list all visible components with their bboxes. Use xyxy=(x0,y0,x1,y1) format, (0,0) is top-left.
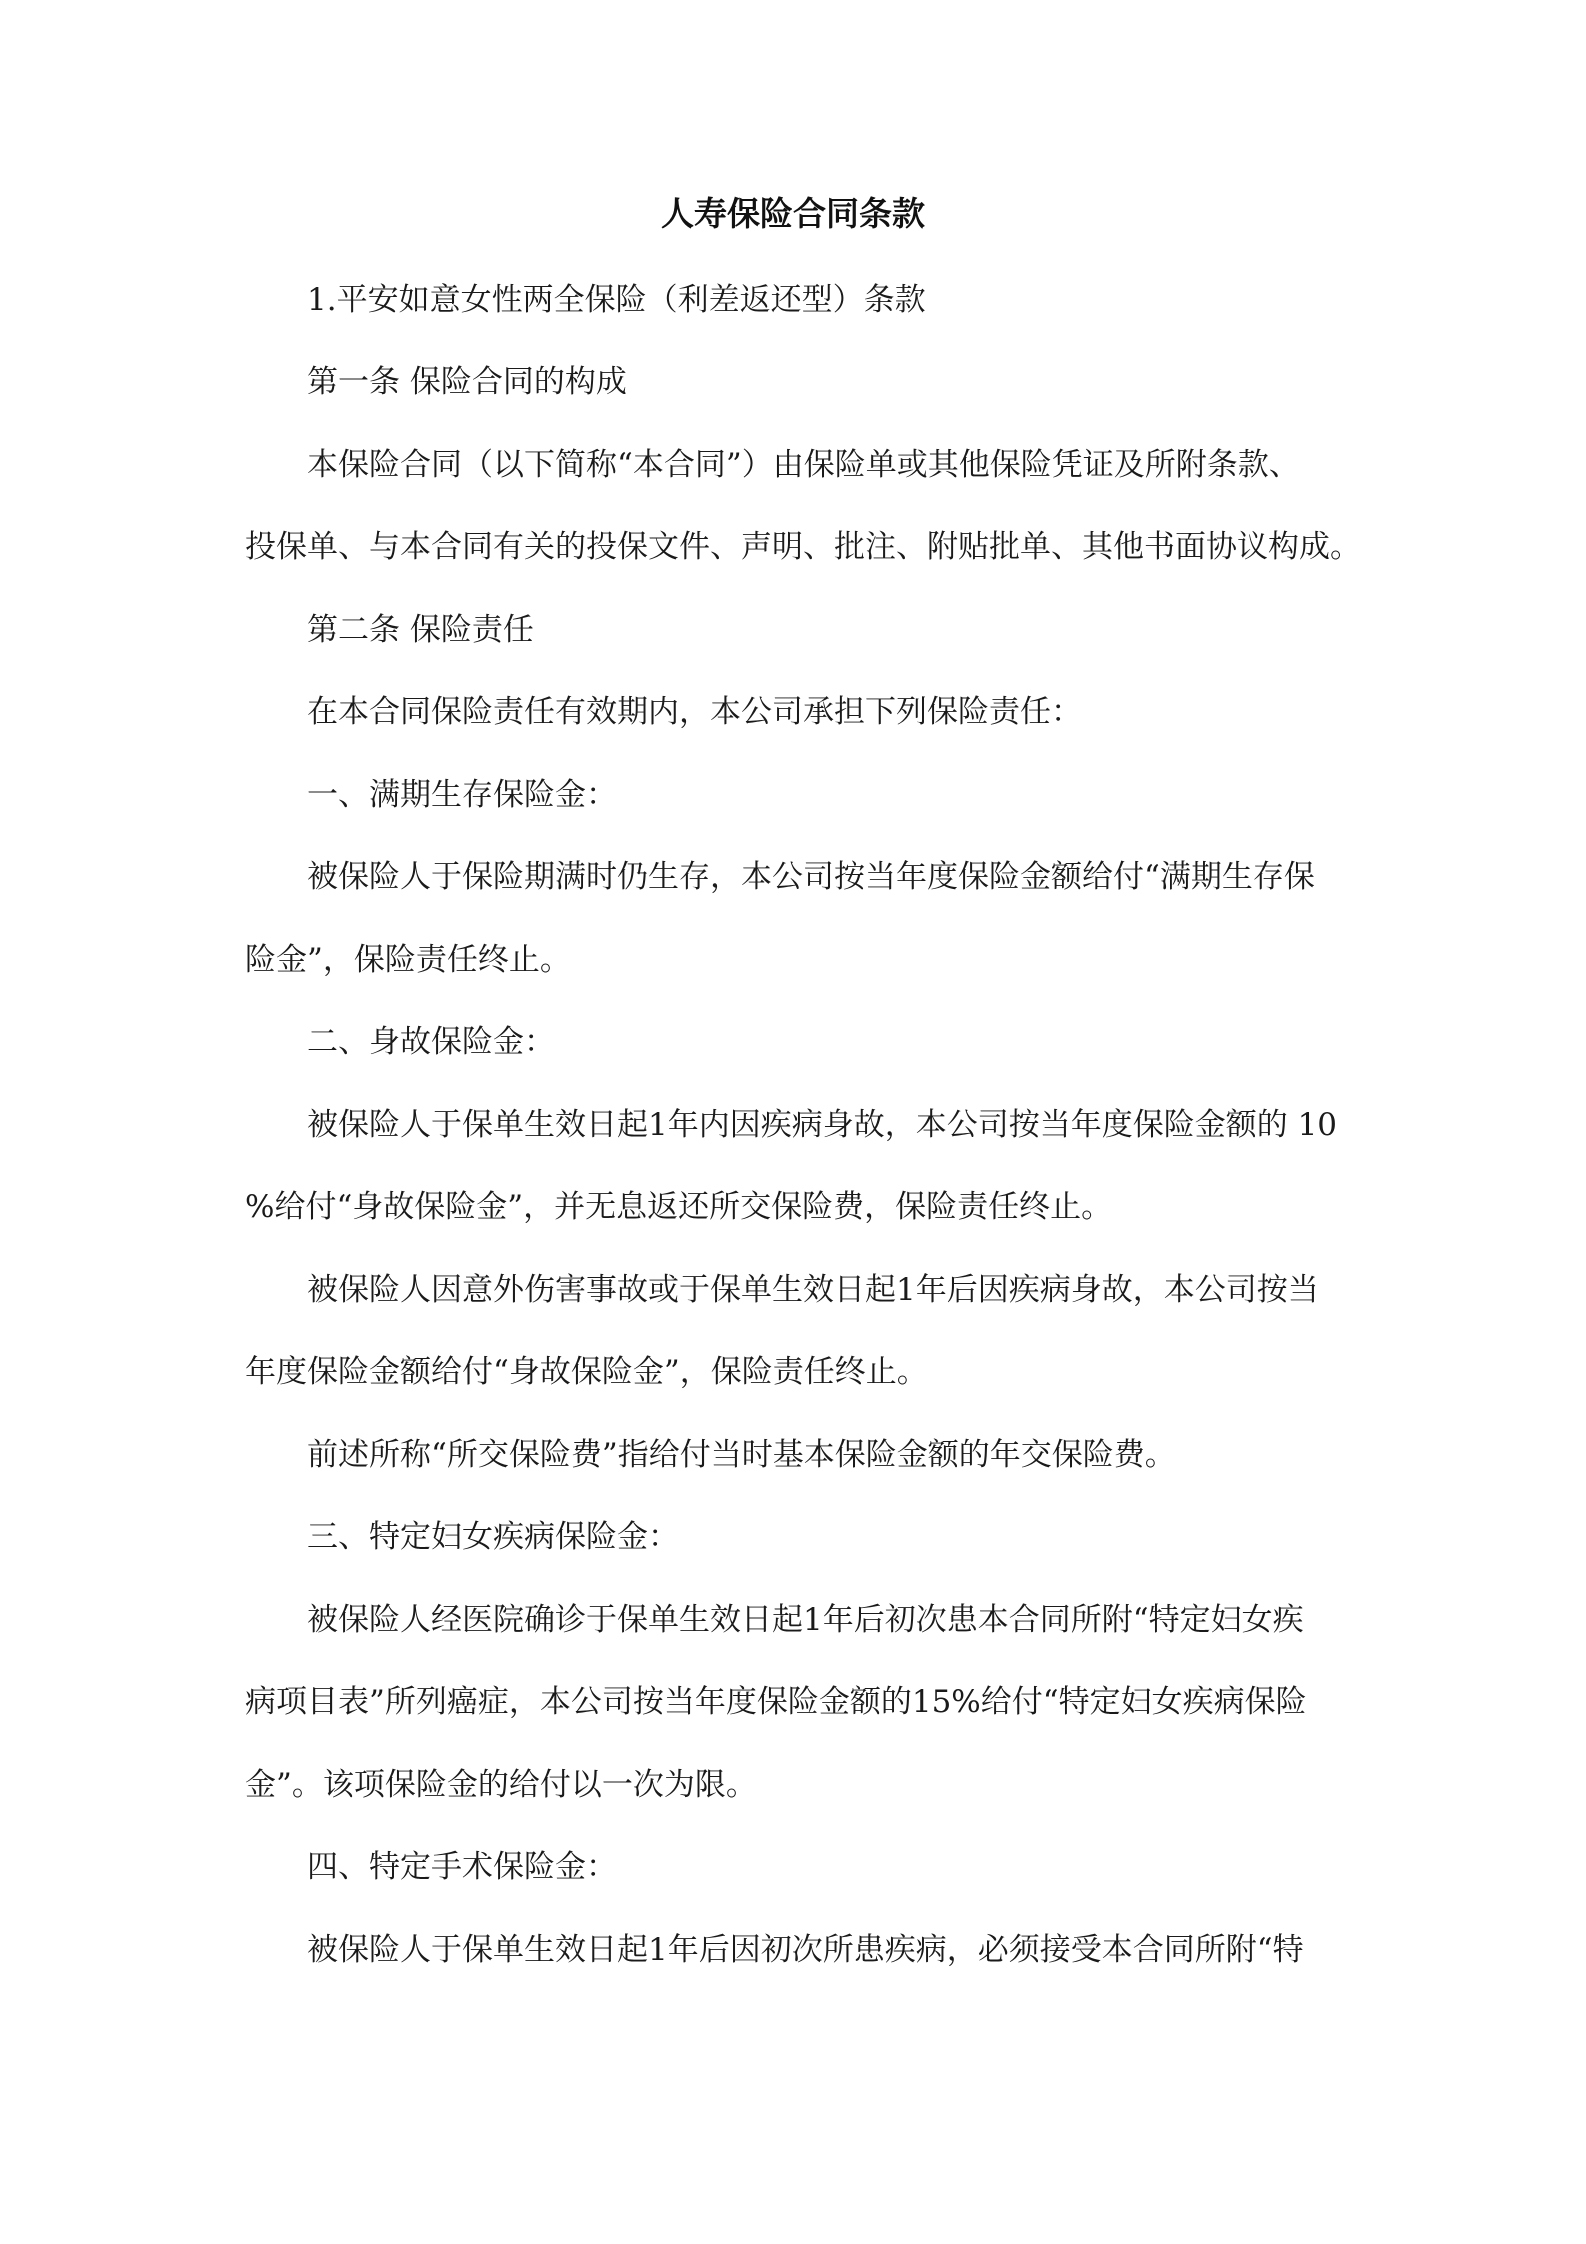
clause-heading-maturity: 一、满期生存保险金： xyxy=(307,777,617,813)
paragraph-line: 年度保险金额给付“身故保险金”，保险责任终止。 xyxy=(245,1354,928,1390)
paragraph-line: 被保险人于保单生效日起1年后因初次所患疾病，必须接受本合同所附“特 xyxy=(307,1932,1304,1968)
paragraph-line: 被保险人因意外伤害事故或于保单生效日起1年后因疾病身故，本公司按当 xyxy=(307,1272,1319,1308)
clause-heading-surgery: 四、特定手术保险金： xyxy=(307,1849,617,1885)
clause-heading-female-disease: 三、特定妇女疾病保险金： xyxy=(307,1519,679,1555)
paragraph-line: 被保险人于保单生效日起1年内因疾病身故，本公司按当年度保险金额的 10 xyxy=(307,1107,1338,1143)
document-title: 人寿保险合同条款 xyxy=(661,194,925,233)
paragraph-line: 投保单、与本合同有关的投保文件、声明、批注、附贴批单、其他书面协议构成。 xyxy=(245,529,1361,565)
paragraph-line: 被保险人经医院确诊于保单生效日起1年后初次患本合同所附“特定妇女疾 xyxy=(307,1602,1304,1638)
paragraph-line: 被保险人于保险期满时仍生存，本公司按当年度保险金额给付“满期生存保 xyxy=(307,859,1315,895)
article-1-heading: 第一条 保险合同的构成 xyxy=(307,364,627,400)
paragraph-line: %给付“身故保险金”，并无息返还所交保险费，保险责任终止。 xyxy=(245,1189,1113,1225)
paragraph-line: 前述所称“所交保险费”指给付当时基本保险金额的年交保险费。 xyxy=(307,1437,1176,1473)
paragraph-line: 病项目表”所列癌症，本公司按当年度保险金额的15%给付“特定妇女疾病保险 xyxy=(245,1684,1307,1720)
section-heading-product: 1.平安如意女性两全保险（利差返还型）条款 xyxy=(307,282,926,318)
clause-heading-death: 二、身故保险金： xyxy=(307,1024,555,1060)
paragraph-line: 本保险合同（以下简称“本合同”）由保险单或其他保险凭证及所附条款、 xyxy=(307,447,1300,483)
paragraph-line: 险金”，保险责任终止。 xyxy=(245,942,571,978)
article-2-heading: 第二条 保险责任 xyxy=(307,612,534,648)
paragraph-line: 在本合同保险责任有效期内，本公司承担下列保险责任： xyxy=(307,694,1082,730)
paragraph-line: 金”。该项保险金的给付以一次为限。 xyxy=(245,1767,757,1803)
